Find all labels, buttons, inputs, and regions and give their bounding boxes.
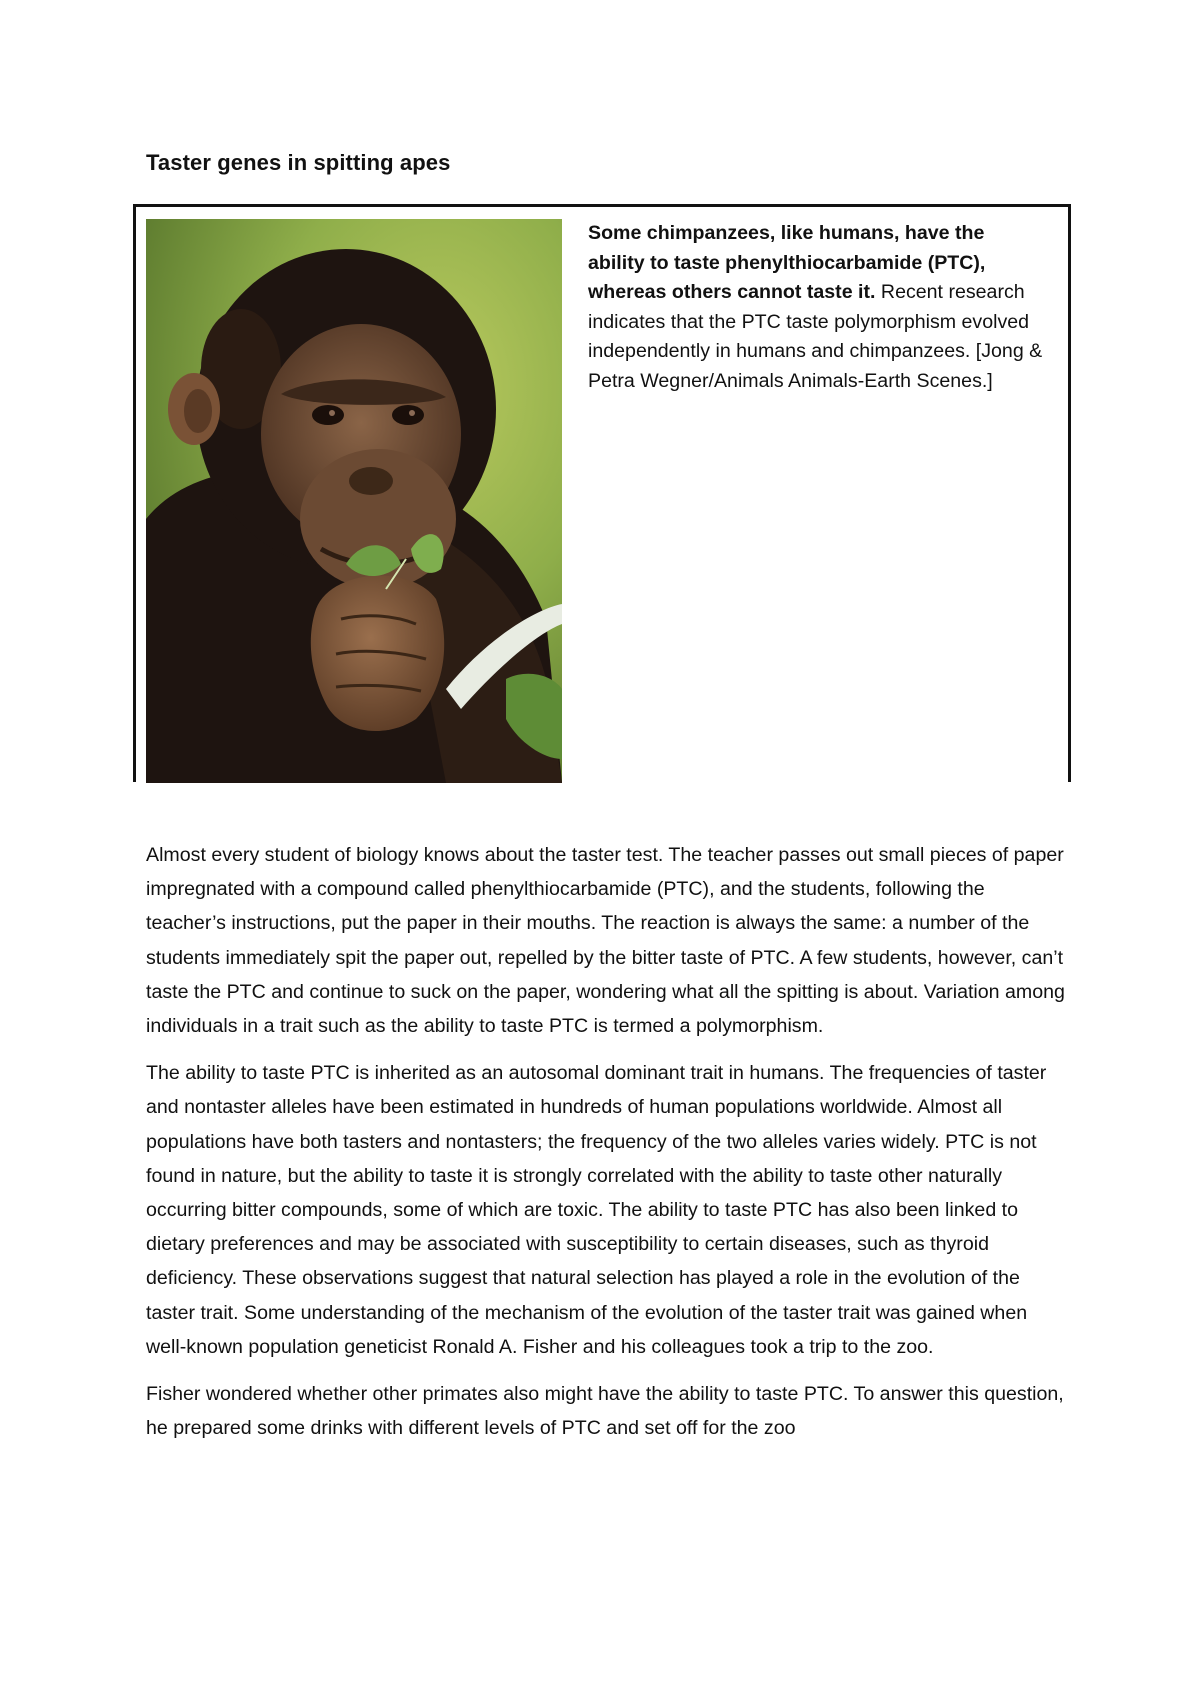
chimpanzee-photo — [146, 219, 562, 783]
document-title: Taster genes in spitting apes — [146, 150, 451, 175]
paragraph-3: Fisher wondered whether other primates also might have the ability to taste PTC. To answer this question, he prepared some drinks with different levels of PTC and set off for the zoo — [146, 1383, 1064, 1440]
caption-text: Recent research indicates that the PTC taste polymorphism evolved independently in humans and chimpanzees. [Jong & Petra Wegner/Animals Animals-Earth Scenes.] — [588, 281, 1043, 392]
paragraph-1: Almost every student of biology knows about the taster test. The teacher passes out small pieces of paper impregnated with a compound called phenylthiocarbamide (PTC), and the students, following the teacher’s instructions, put the paper in their mouths. The reaction is always the same: a number of the students immediately spit the paper out, repelled by the bitter taste of PTC. A few students, however, can’t taste the PTC and continue to suck on the paper, wondering what all the spitting is about. Variation among individuals in a trait such as the ability to taste PTC is termed a polymorphism. — [146, 844, 1065, 1038]
figure-caption — [588, 219, 1043, 397]
caption-bold-text: Some chimpanzees, like humans, have the ability to taste phenylthiocarbamide (PTC), whereas others cannot taste it. — [588, 222, 986, 304]
article-body — [146, 838, 1066, 1458]
paragraph-2: The ability to taste PTC is inherited as an autosomal dominant trait in humans. The frequencies of taster and nontaster alleles have been estimated in hundreds of human populations worldwide. Almost all populations have both tasters and nontasters; the frequency of the two alleles varies widely. PTC is not found in nature, but the ability to taste it is strongly correlated with the ability to taste other naturally occurring bitter compounds, some of which are toxic. The ability to taste PTC has also been linked to dietary preferences and may be associated with susceptibility to certain diseases, such as thyroid deficiency. These observations suggest that natural selection has played a role in the evolution of the taster trait. Some understanding of the mechanism of the evolution of the taster trait was gained when well-known population geneticist Ronald A. Fisher and his colleagues took a trip to the zoo. — [146, 1062, 1047, 1358]
chimpanzee-illustration — [146, 219, 562, 783]
